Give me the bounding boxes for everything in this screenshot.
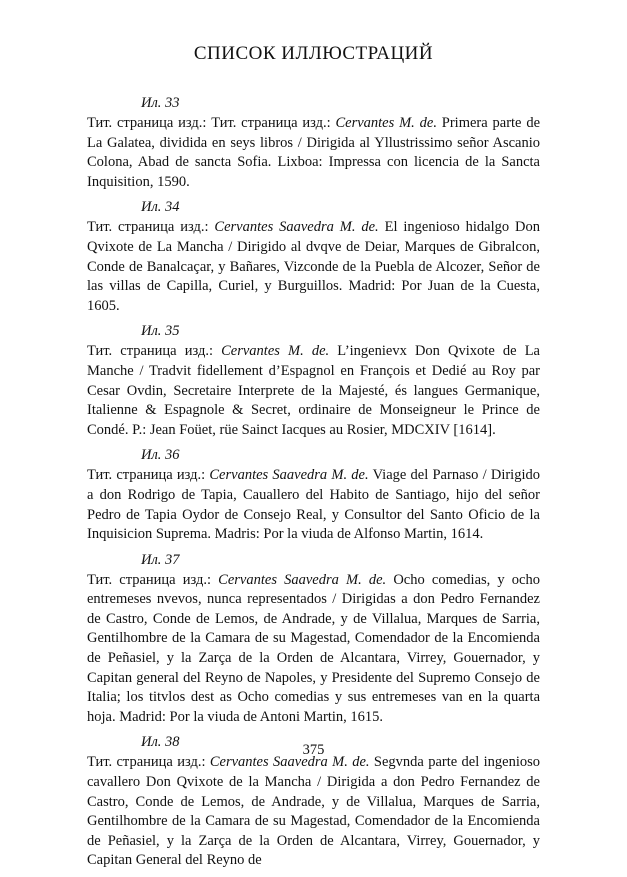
list-item bbox=[87, 322, 540, 440]
illustration-list bbox=[87, 94, 540, 877]
entry-text bbox=[87, 342, 540, 440]
entry-description: El ingenioso hidalgo Don Qvixote de La Mancha / Dirigido al dvqve de Deiar, Marques de Gibralcon, Conde de Banalcaçar, y Bañares, Vizconde de la Puebla de Alcozer, Señor de las villas de Capilla, Curiel, y Burguillos. Madrid: Por Juan de la Cuesta, 1605. bbox=[87, 219, 540, 314]
page-title: СПИСОК ИЛЛЮСТРАЦИЙ bbox=[193, 43, 434, 64]
entry-prefix: Тит. страница изд.: bbox=[87, 571, 219, 588]
entry-prefix: Тит. страница изд.: bbox=[87, 467, 210, 484]
entry-description: Segvnda parte del ingenioso cavallero Don Qvixote de la Mancha / Dirigida a don Pedro Fernandez de Castro, Conde de Lemos, de Andrade, y de Villalua, Marques de Sarria, Gentilhombre de la Camara de su Magestad, Comendador de la Encomienda de Peñasiel, y la Zarça de la Orden de Alcantara, Virrey, Gouernador, y Capitan General del Reyno de bbox=[87, 754, 541, 869]
entry-label: Ил. 36 bbox=[141, 447, 180, 464]
page-number: 375 bbox=[302, 742, 325, 758]
list-item bbox=[87, 551, 540, 728]
entry-description: Viage del Parnaso / Dirigido a don Rodrigo de Tapia, Cauallero del Habito de Santiago, hijo del señor Pedro de Tapia Oydor de Consejo Real, y Consultor del Santo Oficio de la Inquisicion Suprema. Madris: Por la viuda de Alfonso Martin, 1614. bbox=[87, 467, 540, 543]
entry-prefix: Тит. страница изд.: bbox=[87, 754, 210, 771]
entry-author: Cervantes Saavedra M. de. bbox=[218, 571, 387, 588]
entry-label: Ил. 34 bbox=[141, 199, 180, 216]
list-item bbox=[87, 446, 540, 544]
list-item bbox=[87, 94, 540, 192]
entry-text bbox=[87, 571, 540, 728]
entry-prefix: Тит. страница изд.: bbox=[87, 343, 222, 360]
entry-prefix: Тит. страница изд.: Тит. страница изд.: bbox=[87, 115, 336, 131]
entry-label: Ил. 37 bbox=[141, 551, 180, 568]
entry-prefix: Тит. страница изд.: bbox=[87, 219, 215, 236]
entry-description: L’ingenievx Don Qvixote de La Manche / Tradvit fidellement d’Espagnol en François et Dedié au Roy par Cesar Ovdin, Secretaire Interprete de la Majesté, és langues Germanique, Italienne & Espagnole & Secret, ordinaire de Monseigneur le Prince de Condé. P.: Jean Foüet, rüe Sainct Iacques au Rosier, MDCXIV [1614]. bbox=[87, 343, 540, 438]
entry-description: Primera parte de La Galatea, dividida en seys libros / Dirigida al Yllustrissimo señor Ascanio Colona, Abad de sancta Sofia. Lixboa: Impressa con licencia de la Sancta Inquisition, 1590. bbox=[87, 115, 541, 190]
entry-author: Cervantes M. de. bbox=[221, 343, 330, 360]
entry-author: Cervantes Saavedra M. de. bbox=[209, 754, 370, 771]
entry-label: Ил. 33 bbox=[141, 95, 180, 111]
entry-description: Ocho comedias, y ocho entremeses nvevos, nunca representados / Dirigidas a don Pedro Fernandez de Castro, Conde de Lemos, de Andrade, y de Villalua, Marques de Sarria, Gentilhombre de la Camara de su Magestad, Comendador de la Encomienda de Peñasiel, y la Zarça de la Orden de Alcantara, Virrey, Gouernador, y Capitan general del Reyno de Napoles, y Presidente del Supremo Consejo de Italia; los titvlos dest as Ocho comedias y sus entremeses van en la quarta hoja. Madrid: Por la viuda de Antoni Martin, 1615. bbox=[87, 571, 540, 725]
entry-label: Ил. 35 bbox=[141, 323, 180, 340]
entry-text bbox=[87, 753, 540, 871]
entry-text bbox=[87, 218, 540, 316]
entry-author: Cervantes M. de. bbox=[335, 115, 437, 131]
list-item bbox=[87, 198, 540, 316]
entry-text bbox=[87, 466, 540, 544]
entry-author: Cervantes Saavedra M. de. bbox=[209, 467, 369, 484]
entry-author: Cervantes Saavedra M. de. bbox=[214, 219, 379, 236]
entry-text bbox=[87, 114, 540, 192]
entry-label: Ил. 38 bbox=[141, 734, 180, 751]
